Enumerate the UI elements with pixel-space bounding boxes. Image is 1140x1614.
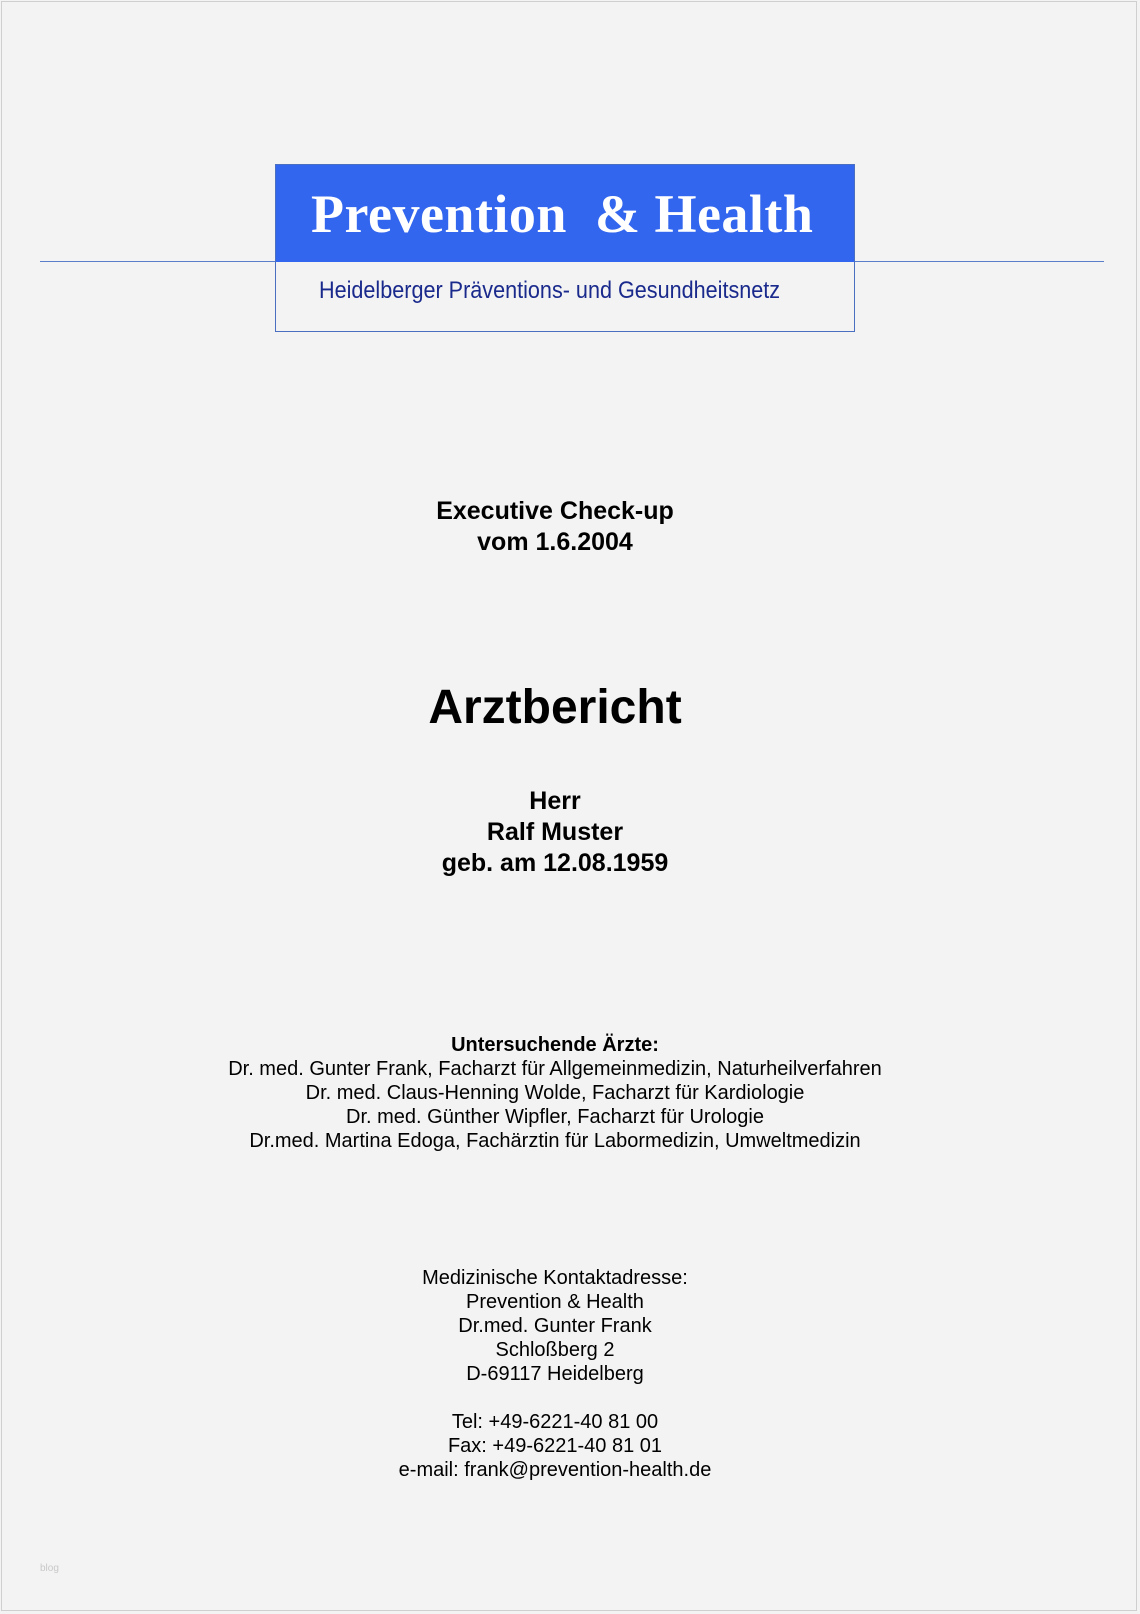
contact-tel: Tel: +49-6221-40 81 00 (451, 1411, 659, 1433)
watermark: blog (40, 1563, 59, 1574)
contact-person: Dr.med. Gunter Frank (458, 1315, 652, 1337)
patient-name: Ralf Muster (486, 818, 624, 846)
doctors-block (0, 1033, 1110, 1153)
doctor-item: Dr.med. Martina Edoga, Fachärztin für Labormedizin, Umweltmedizin (249, 1130, 861, 1152)
contact-city: D-69117 Heidelberg (466, 1363, 644, 1385)
patient-birthdate: geb. am 12.08.1959 (441, 849, 669, 877)
logo (275, 164, 855, 332)
patient-block (0, 786, 1110, 879)
doctor-item: Dr. med. Gunter Frank, Facharzt für Allgemeinmedizin, Naturheilverfahren (228, 1058, 882, 1080)
logo-title: Prevention & Health (311, 183, 814, 244)
logo-subtitle: Heidelberger Präventions- und Gesundheitsnetz (319, 277, 781, 304)
doctors-heading: Untersuchende Ärzte: (451, 1034, 659, 1056)
contact-heading: Medizinische Kontaktadresse: (422, 1267, 688, 1289)
report-title (0, 680, 1110, 736)
doctor-item: Dr. med. Günther Wipfler, Facharzt für Urologie (346, 1106, 764, 1128)
checkup-title: Executive Check-up (436, 497, 674, 525)
checkup-date: vom 1.6.2004 (477, 528, 633, 556)
patient-salutation: Herr (529, 787, 581, 815)
report-title-text: Arztbericht (428, 681, 682, 734)
logo-band (276, 165, 854, 262)
contact-fax: Fax: +49-6221-40 81 01 (447, 1435, 663, 1457)
contact-block (0, 1266, 1110, 1482)
contact-street: Schloßberg 2 (495, 1339, 615, 1361)
doctor-item: Dr. med. Claus-Henning Wolde, Facharzt für Kardiologie (305, 1082, 805, 1104)
contact-spacer (0, 1386, 1110, 1410)
contact-email: e-mail: frank@prevention-health.de (398, 1459, 712, 1481)
contact-org: Prevention & Health (466, 1291, 644, 1313)
checkup-heading (0, 496, 1110, 558)
